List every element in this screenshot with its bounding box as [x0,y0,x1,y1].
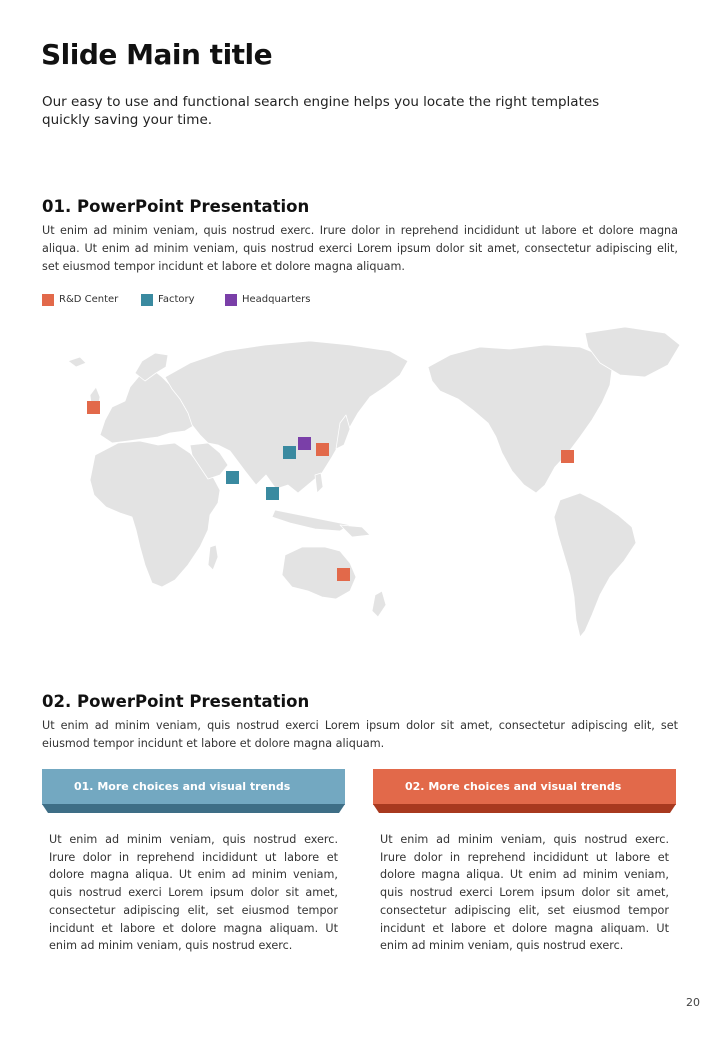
column2-banner [373,769,676,805]
section1-body: Ut enim ad minim veniam, quis nostrud exerc. Irure dolor in reprehend incididunt ut labore et dolore magna aliqua. Ut enim ad minim veniam, quis nostrud exerci Lorem ipsum dolor sit amet, consectetur adipiscing elit, set eiusmod tempor incidunt et labore et dolore magna aliquam. [42,224,678,273]
new-guinea [340,525,370,537]
new-zealand [372,591,386,617]
legend-swatch [42,294,54,306]
south-america-landmass [554,493,636,637]
philippines [315,473,323,493]
legend-label: R&D Center [59,294,119,305]
column1-banner-label: 01. More choices and visual trends [74,780,291,793]
column1-banner-fold [42,804,345,813]
legend-label: Headquarters [242,294,311,305]
iceland [68,357,86,367]
page-subtitle: Our easy to use and functional search engine helps you locate the right templates quickly saving your time. [42,94,600,128]
map-marker-china [283,446,296,459]
madagascar [208,545,218,570]
map-marker-korea [298,437,311,450]
north-america-landmass [428,345,612,493]
legend-swatch [141,294,153,306]
column2-banner-label: 02. More choices and visual trends [405,780,622,793]
legend-swatch [225,294,237,306]
column2-banner-fold [373,804,676,813]
map-marker-india [226,471,239,484]
page-number: 20 [686,996,700,1009]
section2-heading: 02. PowerPoint Presentation [42,692,310,711]
map-marker-united-states [561,450,574,463]
indonesia [272,510,350,531]
column1-banner [42,769,345,805]
map-marker-japan [316,443,329,456]
section1-heading: 01. PowerPoint Presentation [42,197,310,216]
column1-text: Ut enim ad minim veniam, quis nostrud exerc. Irure dolor in reprehend incididunt ut labore et dolore magna aliqua. Ut enim ad minim veniam, quis nostrud exerci Lorem ipsum dolor sit amet, consectetur adipiscing elit, set eiusmod tempor incidunt et labore et dolore magna aliquam. Ut enim ad minim veniam, quis nostrud exerc. [49,833,338,953]
section2-body: Ut enim ad minim veniam, quis nostrud exerci Lorem ipsum dolor sit amet, consectetur adipiscing elit, set eiusmod tempor incidunt et labore et dolore magna aliquam. [42,719,678,750]
map-marker-southeast-asia [266,487,279,500]
world-map [40,325,685,645]
column2-text: Ut enim ad minim veniam, quis nostrud exerc. Irure dolor in reprehend incididunt ut labore et dolore magna aliqua. Ut enim ad minim veniam, quis nostrud exerci Lorem ipsum dolor sit amet, consectetur adipiscing elit, set eiusmod tempor incidunt et labore et dolore magna aliquam. Ut enim ad minim veniam, quis nostrud exerc. [380,833,669,953]
map-marker-australia [337,568,350,581]
legend-label: Factory [158,294,195,305]
map-marker-united-kingdom [87,401,100,414]
page-title: Slide Main title [41,38,273,71]
